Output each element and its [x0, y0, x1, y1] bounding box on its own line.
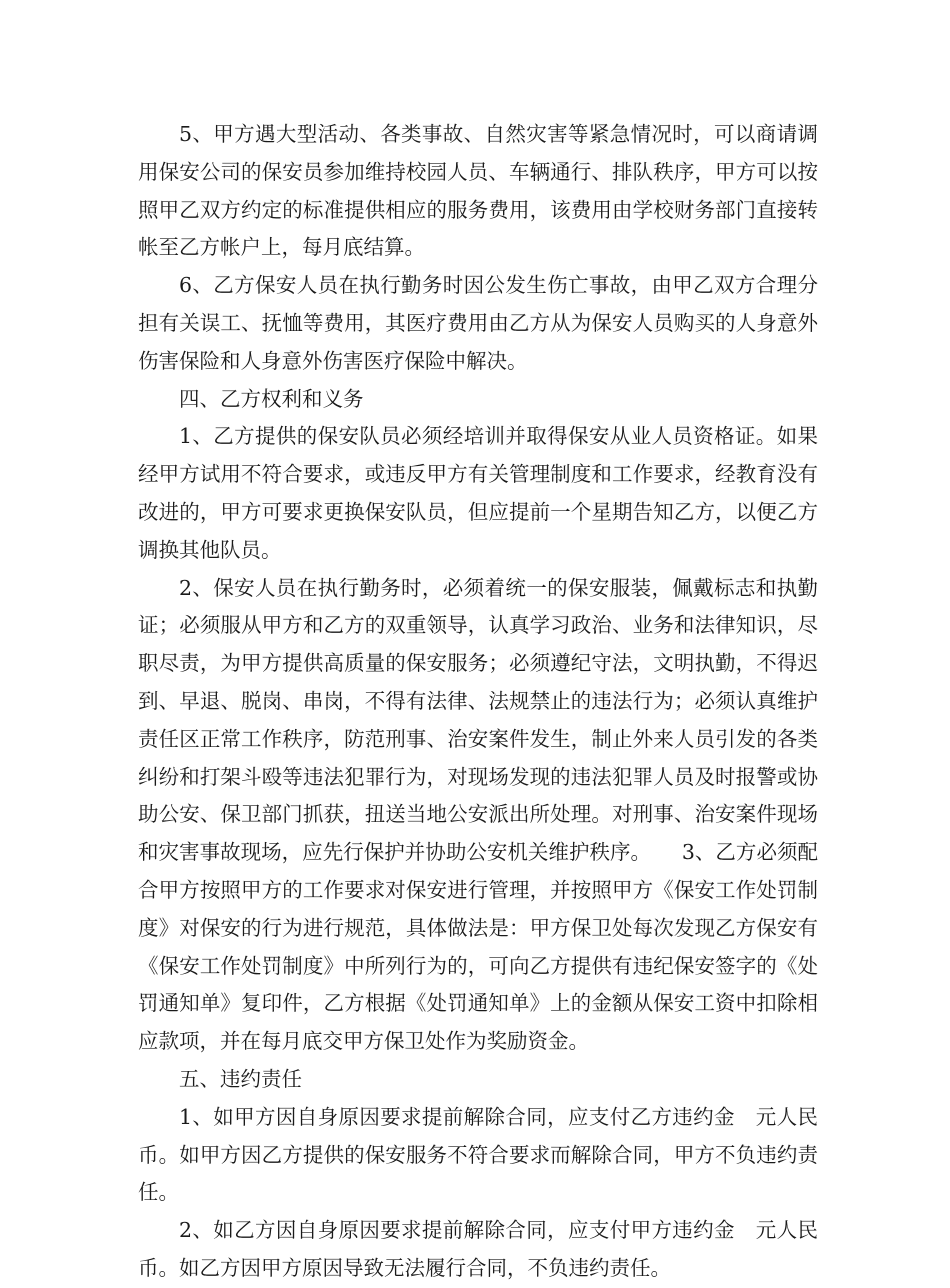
paragraph-breach-1: 1、如甲方因自身原因要求提前解除合同，应支付乙方违约金 元人民币。如甲方因乙方提供的保安服务不符合要求而解除合同，甲方不负违约责任。 — [138, 1104, 818, 1205]
document-body — [138, 116, 818, 1288]
paragraph-rights-2-3: 2、保安人员在执行勤务时，必须着统一的保安服装，佩戴标志和执勤证；必须服从甲方和乙方的双重领导，认真学习政治、业务和法律知识，尽职尽责，为甲方提供高质量的保安服务；必须遵纪守法，文明执勤，不得迟到、早退、脱岗、串岗，不得有法律、法规禁止的违法行为；必须认真维护责任区正常工作秩序，防范刑事、治安案件发生，制止外来人员引发的各类纠纷和打架斗殴等违法犯罪行为，对现场发现的违法犯罪人员及时报警或协助公安、保卫部门抓获，扭送当地公安派出所处理。对刑事、治安案件现场和灾害事故现场，应先行保护并协助公安机关维护秩序。 3、乙方必须配合甲方按照甲方的工作要求对保安进行管理，并按照甲方《保安工作处罚制度》对保安的行为进行规范，具体做法是：甲方保卫处每次发现乙方保安有《保安工作处罚制度》中所列行为的，可向乙方提供有违纪保安签字的《处罚通知单》复印件，乙方根据《处罚通知单》上的金额从保安工资中扣除相应款项，并在每月底交甲方保卫处作为奖励资金。 — [138, 575, 818, 1054]
paragraph-clause-5: 5、甲方遇大型活动、各类事故、自然灾害等紧急情况时，可以商请调用保安公司的保安员参加维持校园人员、车辆通行、排队秩序，甲方可以按照甲乙双方约定的标准提供相应的服务费用，该费用由学校财务部门直接转帐至乙方帐户上，每月底结算。 — [138, 122, 818, 260]
section-heading-rights-obligations: 四、乙方权利和义务 — [179, 386, 364, 411]
paragraph-clause-6: 6、乙方保安人员在执行勤务时因公发生伤亡事故，由甲乙双方合理分担有关误工、抚恤等费用，其医疗费用由乙方从为保安人员购买的人身意外伤害保险和人身意外伤害医疗保险中解决。 — [138, 273, 818, 373]
section-heading-breach-liability: 五、违约责任 — [179, 1066, 302, 1091]
paragraph-rights-1: 1、乙方提供的保安队员必须经培训并取得保安从业人员资格证。如果经甲方试用不符合要求，或违反甲方有关管理制度和工作要求，经教育没有改进的，甲方可要求更换保安队员，但应提前一个星期告知乙方，以便乙方调换其他队员。 — [138, 424, 818, 562]
paragraph-breach-2: 2、如乙方因自身原因要求提前解除合同，应支付甲方违约金 元人民币。如乙方因甲方原因导致无法履行合同，不负违约责任。 — [138, 1218, 818, 1280]
